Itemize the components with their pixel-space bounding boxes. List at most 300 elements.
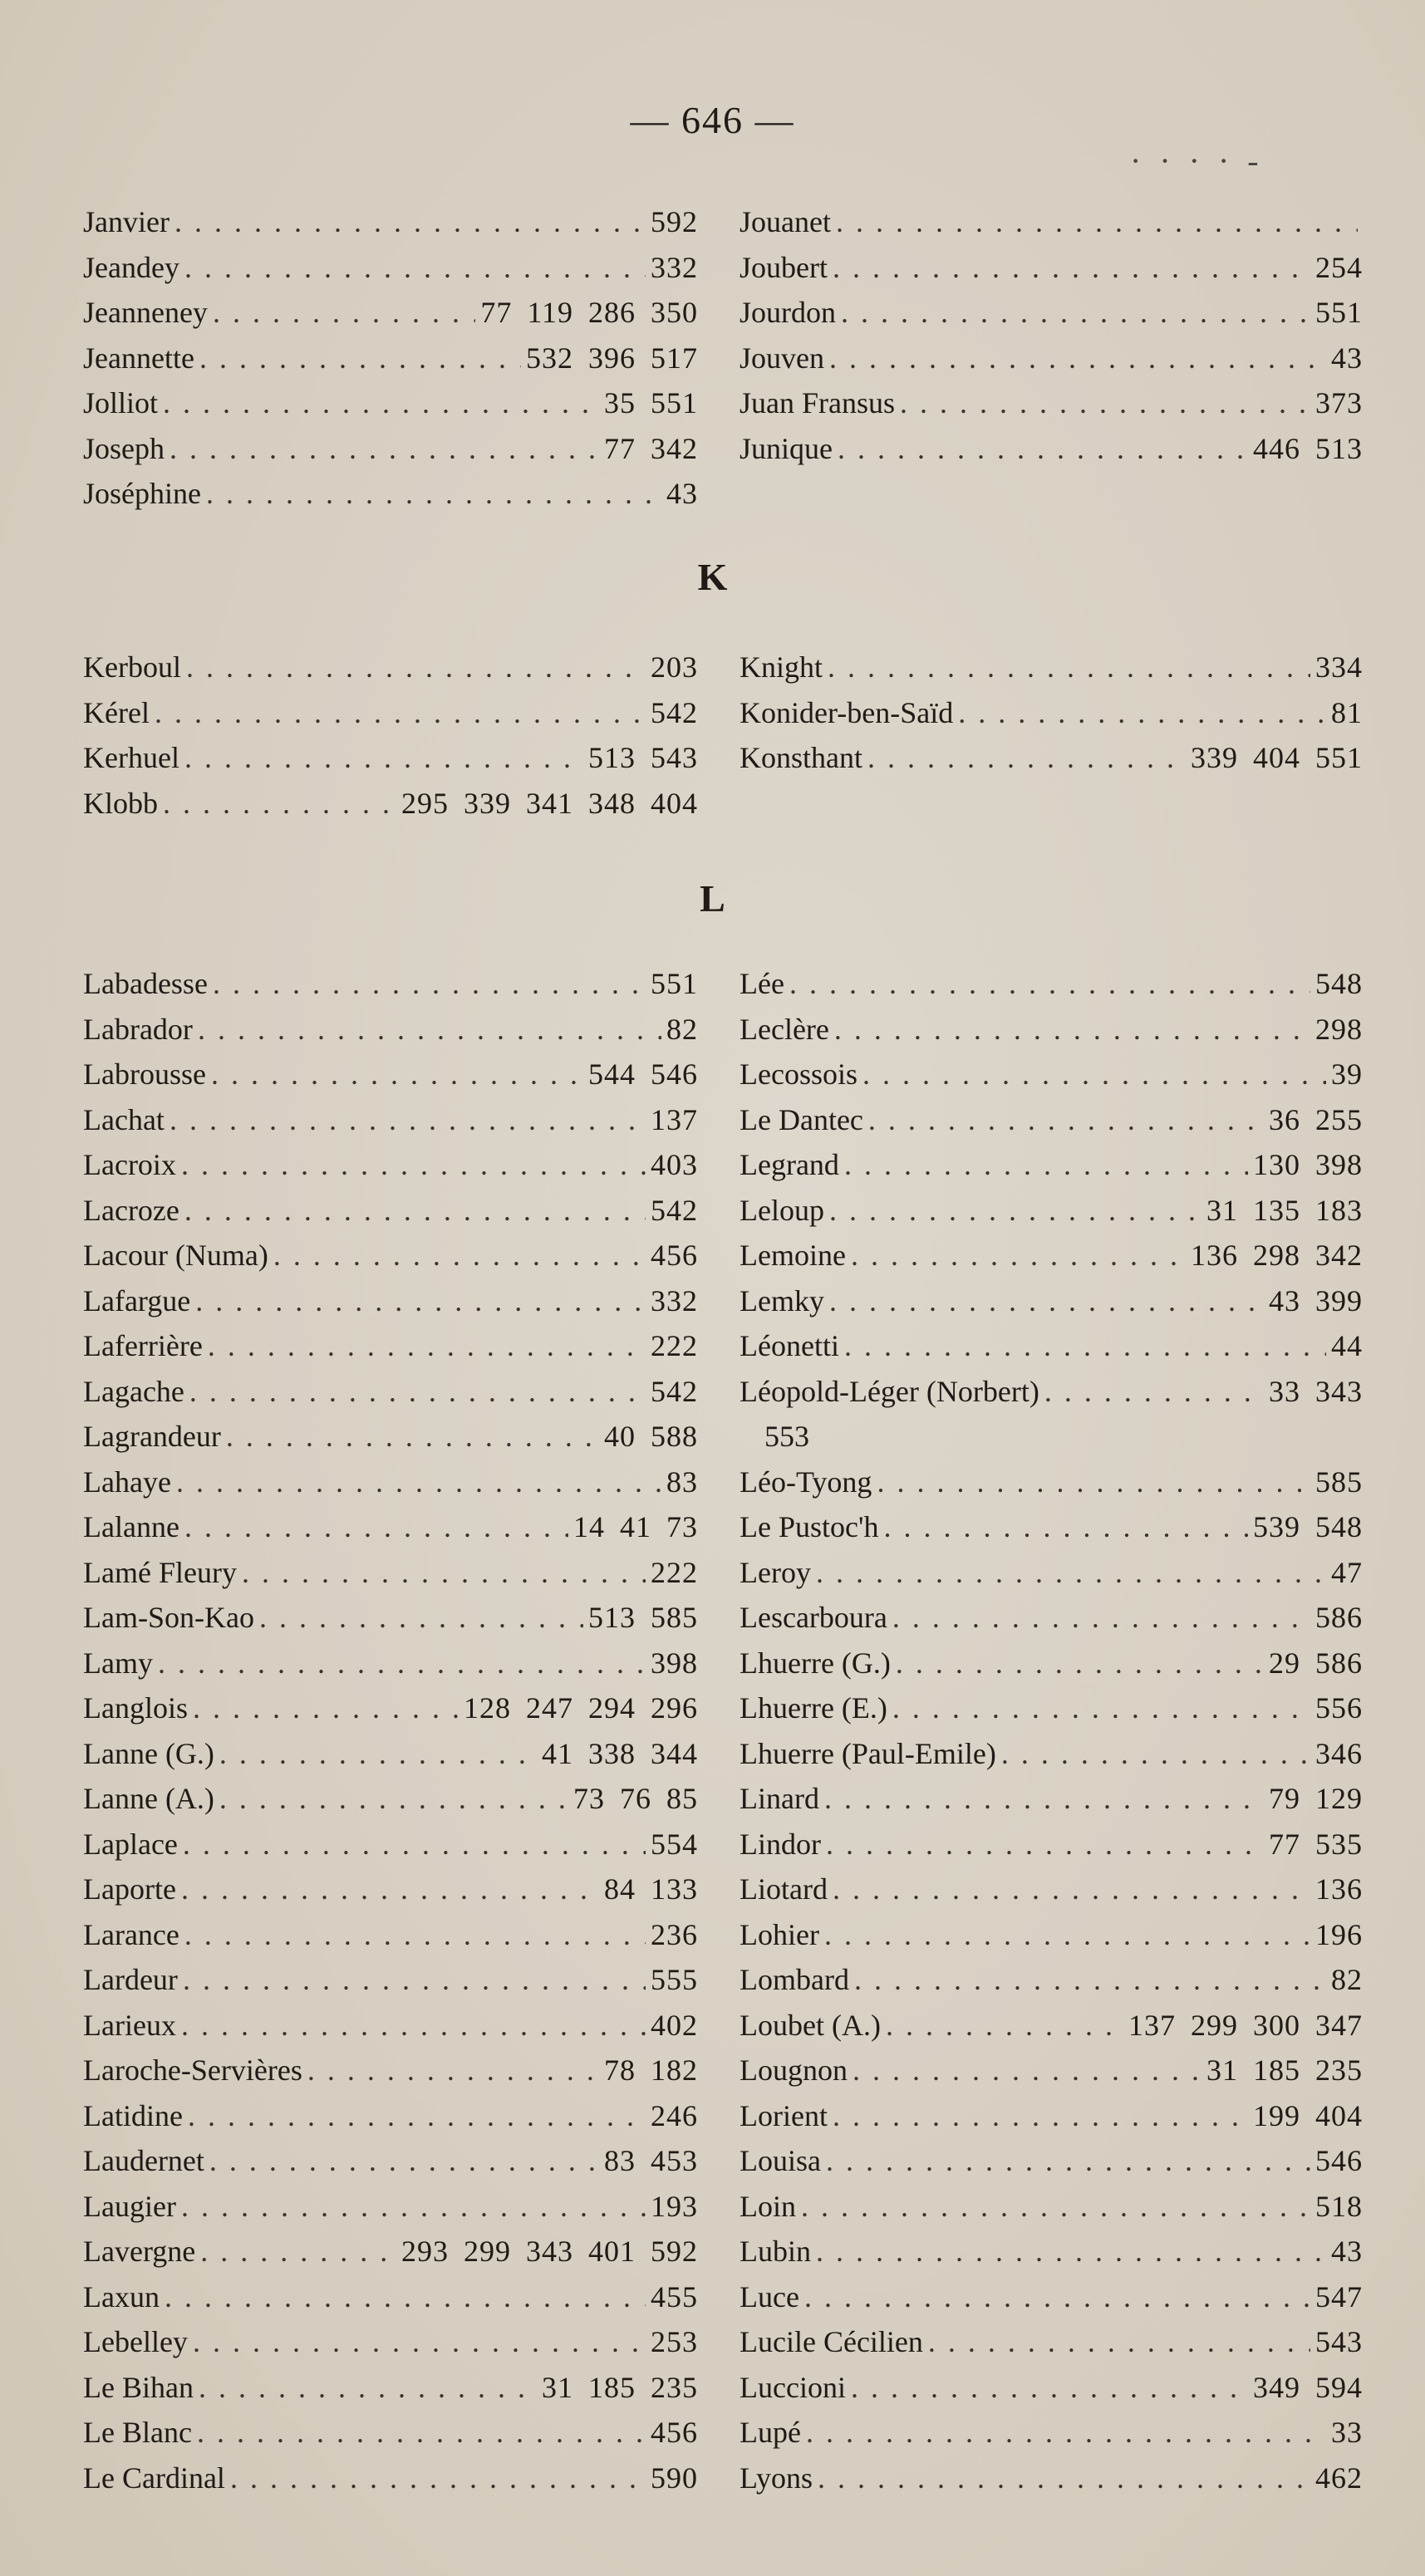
leader-dots [841, 290, 1310, 336]
leader-dots [184, 1504, 568, 1550]
index-entry [740, 1323, 1363, 1369]
entry-page-refs: 543 [1315, 2325, 1363, 2358]
leader-dots [230, 2456, 646, 2501]
entry-name: Lafargue [83, 1283, 191, 1317]
entry-name: Lhuerre (G.) [740, 1646, 891, 1680]
entry-name: Lhuerre (Paul-Emile) [740, 1736, 996, 1770]
entry-page-refs: 332 [651, 1283, 698, 1317]
leader-dots [307, 2048, 599, 2093]
entry-name: Lanne (A.) [83, 1782, 214, 1815]
leader-dots [200, 2229, 396, 2274]
entry-name: Juan Fransus [740, 386, 895, 420]
index-entry [83, 1867, 698, 1912]
entry-name: Lagrandeur [83, 1420, 221, 1453]
leader-dots [198, 1007, 661, 1052]
index-entry [740, 1550, 1363, 1596]
entry-name: Louisa [740, 2144, 821, 2177]
index-entry [740, 1957, 1363, 2003]
entry-page-refs: 137 299 300 347 [1128, 2008, 1363, 2042]
leader-dots [862, 1052, 1326, 1097]
entry-name: Kerhuel [83, 741, 179, 774]
leader-dots [213, 961, 646, 1007]
entry-page-refs: 554 [651, 1827, 698, 1861]
entry-name: Lupé [740, 2416, 801, 2449]
entry-name: Lemoine [740, 1239, 846, 1272]
leader-dots [183, 1957, 646, 2003]
index-entry [740, 2184, 1363, 2230]
index-entry [83, 471, 698, 517]
entry-page-refs: 539 548 [1253, 1510, 1363, 1543]
leader-dots [801, 2184, 1310, 2230]
entry-name: Lubin [740, 2235, 811, 2268]
entry-name: Lalanne [83, 1510, 179, 1543]
leader-dots [824, 1912, 1310, 1958]
leader-dots [206, 471, 661, 517]
leader-dots [826, 1822, 1264, 1867]
entry-name: Konider-ben-Saïd [740, 695, 954, 729]
index-entry [83, 781, 698, 827]
index-entry [740, 2319, 1363, 2365]
entry-page-refs: 82 [666, 1012, 698, 1046]
index-entry [83, 1731, 698, 1777]
entry-page-refs: 130 398 [1253, 1148, 1363, 1181]
leader-dots [211, 1052, 583, 1097]
entry-name: Laxun [83, 2279, 160, 2313]
index-entry-continuation [740, 1414, 1363, 1460]
entry-page-refs: 544 546 [588, 1057, 698, 1091]
column-left [83, 645, 698, 826]
index-entry [83, 2184, 698, 2230]
entry-page-refs: 402 [651, 2008, 698, 2042]
index-entry [83, 2093, 698, 2139]
entry-page-refs: 47 [1331, 1555, 1363, 1589]
index-entry [83, 645, 698, 690]
index-entry [83, 690, 698, 736]
index-entry [83, 380, 698, 426]
entry-page-refs: 77 342 [604, 431, 698, 465]
entry-name: Leroy [740, 1555, 811, 1589]
index-entry [740, 1460, 1363, 1505]
leader-dots [184, 245, 646, 291]
leader-dots [184, 1912, 646, 1958]
leader-dots [183, 1822, 646, 1867]
entry-name: Leclère [740, 1012, 829, 1046]
entry-page-refs: 293 299 343 401 592 [401, 2235, 698, 2268]
leader-dots [181, 2003, 646, 2049]
column-left [83, 199, 698, 517]
index-entry [83, 1822, 698, 1867]
entry-page-refs: 136 [1315, 1872, 1363, 1906]
index-entry [83, 245, 698, 291]
entry-page-refs: 513 585 [588, 1601, 698, 1634]
index-entry [83, 2456, 698, 2501]
entry-name: Lombard [740, 1963, 849, 1996]
entry-page-refs: 44 [1331, 1329, 1363, 1362]
entry-page-refs: 398 [651, 1646, 698, 1680]
entry-name: Larieux [83, 2008, 176, 2042]
leader-dots [181, 1142, 646, 1188]
leader-dots [219, 1776, 568, 1822]
entry-page-refs: 33 [1331, 2416, 1363, 2449]
entry-name: Langlois [83, 1691, 188, 1725]
entry-page-refs: 518 [1315, 2189, 1363, 2223]
entry-page-refs: 513 543 [588, 741, 698, 774]
entry-page-refs: 137 [651, 1102, 698, 1136]
entry-page-refs: 203 [651, 650, 698, 684]
index-entry [83, 2138, 698, 2184]
index-entry [83, 2229, 698, 2274]
entry-name: Laroche-Servières [83, 2053, 302, 2087]
entry-page-refs: 128 247 294 296 [464, 1691, 698, 1725]
leader-dots [896, 1641, 1264, 1686]
entry-name: Léopold-Léger (Norbert) [740, 1374, 1039, 1408]
leader-dots [824, 1776, 1264, 1822]
leader-dots [1001, 1731, 1310, 1777]
entry-name: Lahaye [83, 1465, 171, 1499]
entry-name: Lam-Son-Kao [83, 1601, 254, 1634]
index-entry [740, 961, 1363, 1007]
index-entry [83, 2274, 698, 2320]
entry-page-refs: 31 135 183 [1206, 1193, 1363, 1227]
index-entry [83, 290, 698, 336]
entry-name: Lucile Cécilien [740, 2325, 923, 2358]
entry-name: Kérel [83, 695, 150, 729]
entry-page-refs: 373 [1315, 386, 1363, 420]
entry-name: Kerboul [83, 650, 181, 684]
entry-page-refs: 542 [651, 695, 698, 729]
index-entry [83, 2365, 698, 2411]
index-entry [83, 1323, 698, 1369]
entry-page-refs: 77 535 [1269, 1827, 1363, 1861]
leader-dots [833, 245, 1310, 291]
index-entry [740, 1233, 1363, 1278]
index-entry [83, 735, 698, 781]
column-left [83, 961, 698, 2500]
leader-dots [834, 1007, 1310, 1052]
leader-dots [853, 2048, 1201, 2093]
entry-page-refs: 556 [1315, 1691, 1363, 1725]
index-entry [83, 1052, 698, 1097]
entry-page-refs: 82 [1331, 1963, 1363, 1996]
entry-name: Lamé Fleury [83, 1555, 237, 1589]
entry-name: Lanne (G.) [83, 1736, 214, 1770]
entry-name: Legrand [740, 1148, 839, 1181]
entry-page-refs: 334 [1315, 650, 1363, 684]
entry-page-refs: 246 [651, 2098, 698, 2132]
entry-page-refs: 40 588 [604, 1420, 698, 1453]
entry-page-refs: 33 343 [1269, 1374, 1363, 1408]
index-entry [740, 2274, 1363, 2320]
leader-dots [900, 380, 1310, 426]
leader-dots [816, 1550, 1326, 1596]
entry-name: Le Bihan [83, 2370, 194, 2404]
leader-dots [181, 1867, 599, 1912]
entry-page-refs: 253 [651, 2325, 698, 2358]
leader-dots [186, 645, 646, 690]
entry-page-refs: 542 [651, 1374, 698, 1408]
entry-name: Laplace [83, 1827, 178, 1861]
index-entry [83, 2003, 698, 2049]
index-entry [740, 1641, 1363, 1686]
entry-page-refs: 41 338 344 [542, 1736, 698, 1770]
entry-name: Luccioni [740, 2370, 846, 2404]
entry-name: Lamy [83, 1646, 153, 1680]
entry-name: Lougnon [740, 2053, 848, 2087]
leader-dots [208, 1323, 646, 1369]
entry-page-refs: 592 [651, 205, 698, 238]
index-entry [740, 1142, 1363, 1188]
entry-name: Leloup [740, 1193, 824, 1227]
index-entry [83, 1595, 698, 1641]
entry-page-refs: 349 594 [1253, 2370, 1363, 2404]
entry-name: Lagache [83, 1374, 184, 1408]
leader-dots [816, 2229, 1326, 2274]
index-entry [83, 1188, 698, 1234]
index-entry [83, 1414, 698, 1460]
entry-page-refs: 547 [1315, 2279, 1363, 2313]
entry-name: Klobb [83, 786, 158, 820]
entry-page-refs: 79 129 [1269, 1782, 1363, 1815]
entry-name: Janvier [83, 205, 170, 238]
index-entry [83, 336, 698, 381]
entry-page-refs: 551 [1315, 296, 1363, 329]
leader-dots [163, 380, 599, 426]
leader-dots [209, 2138, 599, 2184]
entry-page-refs: 446 513 [1253, 431, 1363, 465]
leader-dots [165, 2274, 646, 2320]
entry-name: Le Pustoc'h [740, 1510, 879, 1543]
leader-dots [844, 1142, 1248, 1188]
index-entry [740, 735, 1363, 781]
section-letter-l: L [700, 877, 725, 920]
leader-dots [170, 1097, 646, 1143]
entry-name: Liotard [740, 1872, 828, 1906]
entry-name: Linard [740, 1782, 819, 1815]
leader-dots [789, 961, 1310, 1007]
leader-dots [958, 690, 1326, 736]
index-entry [740, 336, 1363, 381]
index-entry [83, 1957, 698, 2003]
index-entry [740, 1097, 1363, 1143]
leader-dots [828, 645, 1310, 690]
leader-dots [829, 1278, 1264, 1324]
index-entry [740, 290, 1363, 336]
leader-dots [176, 1460, 661, 1505]
entry-name: Lemky [740, 1283, 824, 1317]
entry-name: Loubet (A.) [740, 2008, 881, 2042]
entry-page-refs: 14 41 73 [573, 1510, 698, 1543]
entry-page-refs: 136 298 342 [1191, 1239, 1363, 1272]
entry-page-refs: 222 [651, 1555, 698, 1589]
entry-name: Lyons [740, 2461, 813, 2495]
leader-dots [892, 1685, 1310, 1731]
entry-name: Latidine [83, 2098, 183, 2132]
entry-page-refs: 73 76 85 [573, 1782, 698, 1815]
entry-name: Lorient [740, 2098, 828, 2132]
entry-name: Labrador [83, 1012, 193, 1046]
leader-dots [273, 1233, 646, 1278]
leader-dots [806, 2410, 1326, 2456]
entry-name: Labrousse [83, 1057, 206, 1091]
entry-page-refs: 196 [1315, 1917, 1363, 1951]
index-entry [740, 690, 1363, 736]
entry-name: Konsthant [740, 741, 862, 774]
entry-page-refs: 456 [651, 2416, 698, 2449]
leader-dots [226, 1414, 599, 1460]
leader-dots [155, 690, 646, 736]
entry-name: Lée [740, 967, 784, 1000]
entry-page-refs: 43 399 [1269, 1283, 1363, 1317]
index-entry [740, 2456, 1363, 2501]
entry-page-refs: 83 [666, 1465, 698, 1499]
entry-name: Jouanet [740, 205, 831, 238]
leader-dots [804, 2274, 1310, 2320]
entry-name: Lacroze [83, 1193, 179, 1227]
index-entry [83, 1369, 698, 1415]
index-entry [740, 1188, 1363, 1234]
leader-dots [892, 1595, 1310, 1641]
leader-dots [826, 2138, 1310, 2184]
entry-page-refs: 298 [1315, 1012, 1363, 1046]
index-entry [740, 2138, 1363, 2184]
entry-name: Joseph [83, 431, 165, 465]
entry-page-refs: 585 [1315, 1465, 1363, 1499]
leader-dots [833, 1867, 1310, 1912]
leader-dots [197, 2410, 646, 2456]
entry-page-refs: 81 [1331, 695, 1363, 729]
index-entry [740, 1369, 1363, 1415]
index-entry [83, 1504, 698, 1550]
entry-name: Luce [740, 2279, 799, 2313]
entry-name: Lebelley [83, 2325, 188, 2358]
entry-name: Le Cardinal [83, 2461, 225, 2495]
leader-dots [193, 1685, 459, 1731]
index-entry [740, 1822, 1363, 1867]
section-letter-k: K [697, 556, 728, 598]
entry-page-refs: 78 182 [604, 2053, 698, 2087]
leader-dots [189, 1369, 646, 1415]
entry-name: Le Dantec [740, 1102, 863, 1136]
entry-name: Lacroix [83, 1148, 176, 1181]
page-number: — 646 — [630, 99, 795, 141]
leader-dots [836, 199, 1358, 245]
index-entry [740, 1052, 1363, 1097]
entry-name: Lhuerre (E.) [740, 1691, 887, 1725]
index-entry [83, 2048, 698, 2093]
entry-name: Lescarboura [740, 1601, 887, 1634]
index-entry [740, 2365, 1363, 2411]
leader-dots [833, 2093, 1248, 2139]
leader-dots [181, 2184, 646, 2230]
leader-dots [851, 2365, 1248, 2411]
index-entry [83, 1912, 698, 1958]
entry-name: Laferrière [83, 1329, 203, 1362]
index-entry [83, 2410, 698, 2456]
leader-dots [877, 1460, 1310, 1505]
column-right [740, 961, 1363, 2500]
entry-name: Loin [740, 2189, 796, 2223]
index-entry [740, 2048, 1363, 2093]
leader-dots [259, 1595, 583, 1641]
entry-name: Lindor [740, 1827, 821, 1861]
entry-name: Laudernet [83, 2144, 204, 2177]
index-entry [740, 1007, 1363, 1052]
entry-page-refs: 31 185 235 [542, 2370, 698, 2404]
entry-name: Joubert [740, 250, 828, 284]
leader-dots [184, 735, 583, 781]
leader-dots [158, 1641, 646, 1686]
leader-dots [213, 290, 475, 336]
index-entry [740, 380, 1363, 426]
entry-page-refs: 455 [651, 2279, 698, 2313]
index-entry [740, 1504, 1363, 1550]
leader-dots [170, 426, 599, 472]
entry-name: Joséphine [83, 477, 201, 510]
index-entry [740, 645, 1363, 690]
entry-page-refs: 77 119 286 350 [480, 296, 698, 329]
index-entry [740, 1685, 1363, 1731]
entry-name: Lecossois [740, 1057, 857, 1091]
column-right [740, 199, 1363, 471]
entry-page-refs: 555 [651, 1963, 698, 1996]
entry-page-refs: 84 133 [604, 1872, 698, 1906]
entry-name: Jouven [740, 341, 824, 375]
entry-page-refs: 254 [1315, 250, 1363, 284]
entry-page-refs: 222 [651, 1329, 698, 1362]
index-entry [740, 1776, 1363, 1822]
entry-page-refs: 586 [1315, 1601, 1363, 1634]
leader-dots [199, 2365, 537, 2411]
entry-page-refs: 236 [651, 1917, 698, 1951]
entry-page-refs: 295 339 341 348 404 [401, 786, 698, 820]
entry-page-refs: 548 [1315, 967, 1363, 1000]
index-entry [83, 2319, 698, 2365]
index-entry [83, 426, 698, 472]
index-entry [83, 1776, 698, 1822]
entry-name: Lardeur [83, 1963, 178, 1996]
index-entry [83, 1550, 698, 1596]
index-entry [740, 1867, 1363, 1912]
marginal-marks: · · · · - [1130, 142, 1264, 179]
entry-page-refs: 456 [651, 1239, 698, 1272]
entry-page-refs: 83 453 [604, 2144, 698, 2177]
index-entry [740, 2003, 1363, 2049]
entry-page-refs: 29 586 [1269, 1646, 1363, 1680]
entry-page-refs: 43 [666, 477, 698, 510]
leader-dots [868, 1097, 1264, 1143]
entry-name: Jeanneney [83, 296, 208, 329]
leader-dots [163, 781, 396, 827]
leader-dots [1044, 1369, 1264, 1415]
entry-page-refs: 332 [651, 250, 698, 284]
entry-name: Knight [740, 650, 823, 684]
entry-page-refs: 35 551 [604, 386, 698, 420]
index-entry [740, 1912, 1363, 1958]
entry-name: Jourdon [740, 296, 836, 329]
leader-dots [886, 2003, 1123, 2049]
entry-name: Léonetti [740, 1329, 839, 1362]
entry-name: Junique [740, 431, 833, 465]
entry-page-refs: 31 185 235 [1206, 2053, 1363, 2087]
entry-name: Léo-Tyong [740, 1465, 872, 1499]
index-entry [83, 961, 698, 1007]
index-entry [740, 2229, 1363, 2274]
index-entry [740, 2410, 1363, 2456]
index-entry [83, 1685, 698, 1731]
column-right [740, 645, 1363, 781]
entry-page-refs: 199 404 [1253, 2098, 1363, 2132]
entry-name: Laporte [83, 1872, 176, 1906]
